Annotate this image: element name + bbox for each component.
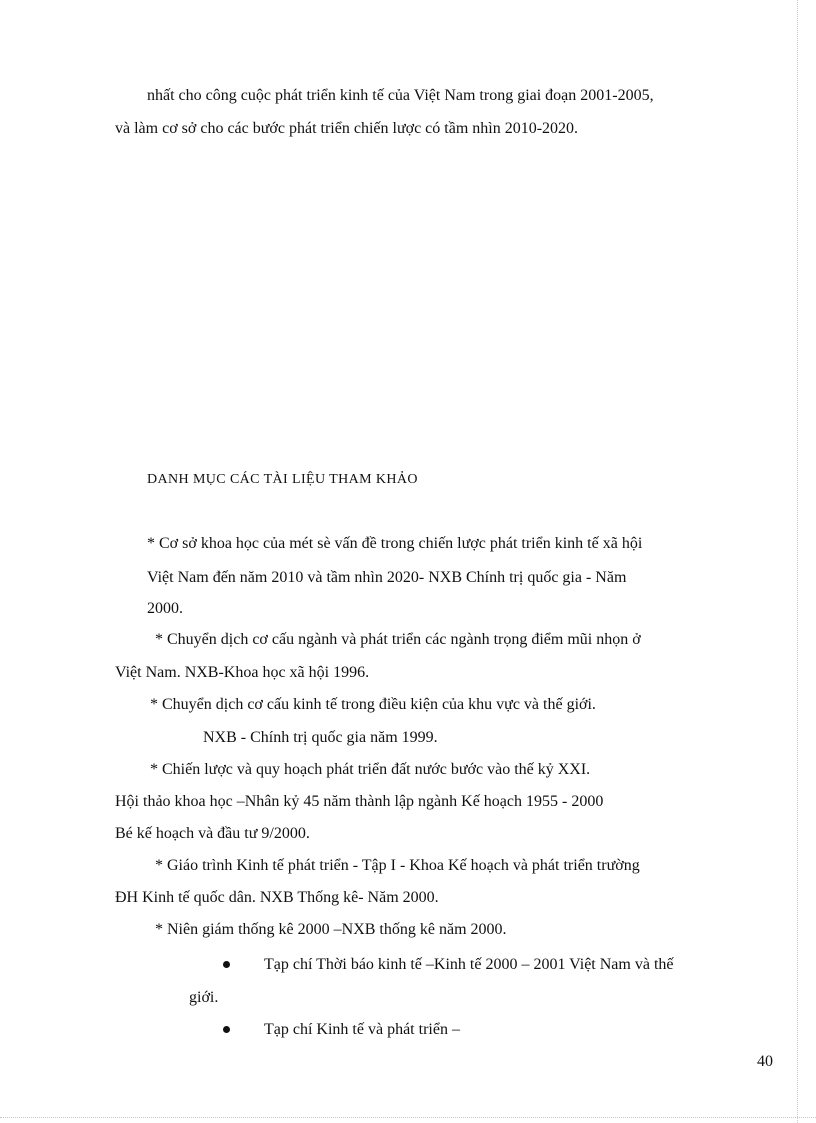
bullet-icon <box>223 961 230 968</box>
references-heading: DANH MỤC CÁC TÀI LIỆU THAM KHẢO <box>147 472 418 487</box>
reference-line: ĐH Kinh tế quốc dân. NXB Thống kê- Năm 2000. <box>115 889 439 906</box>
reference-line: 2000. <box>147 600 183 617</box>
reference-line: * Chuyển dịch cơ cấu kinh tế trong điều kiện của khu vực và thế giới. <box>150 696 596 713</box>
reference-line: NXB - Chính trị quốc gia năm 1999. <box>203 729 438 746</box>
reference-line: Tạp chí Thời báo kinh tế –Kinh tế 2000 – 2001 Việt Nam và thế <box>264 956 674 973</box>
reference-line: * Niên giám thống kê 2000 –NXB thống kê năm 2000. <box>155 921 507 938</box>
intro-line-2: và làm cơ sở cho các bước phát triển chiến lược có tầm nhìn 2010-2020. <box>115 120 579 137</box>
reference-line: Tạp chí Kinh tế và phát triển – <box>264 1021 460 1038</box>
reference-line: Việt Nam đến năm 2010 và tầm nhìn 2020- NXB Chính trị quốc gia - Năm <box>147 569 627 586</box>
reference-line: Bé kế hoạch và đầu tư 9/2000. <box>115 825 310 842</box>
reference-line: Việt Nam. NXB-Khoa học xã hội 1996. <box>115 664 370 681</box>
reference-line: * Chuyển dịch cơ cấu ngành và phát triển các ngành trọng điểm mũi nhọn ở <box>155 631 641 648</box>
reference-line: giới. <box>189 989 219 1006</box>
reference-line: * Cơ sở khoa học của mét sè vấn đề trong chiến lược phát triển kinh tế xã hội <box>147 535 643 552</box>
intro-line-1: nhất cho công cuộc phát triển kinh tế của Việt Nam trong giai đoạn 2001-2005, <box>147 87 654 104</box>
page-number: 40 <box>757 1053 773 1070</box>
reference-line: Hội thảo khoa học –Nhân kỷ 45 năm thành lập ngành Kế hoạch 1955 - 2000 <box>115 793 604 810</box>
reference-line: * Chiến lược và quy hoạch phát triển đất nước bước vào thế kỷ XXI. <box>150 761 591 778</box>
bullet-icon <box>223 1026 230 1033</box>
reference-line: * Giáo trình Kinh tế phát triển - Tập I - Khoa Kế hoạch và phát triển trường <box>155 857 640 874</box>
page-border-right <box>797 0 798 1123</box>
page-border-bottom <box>0 1117 816 1118</box>
